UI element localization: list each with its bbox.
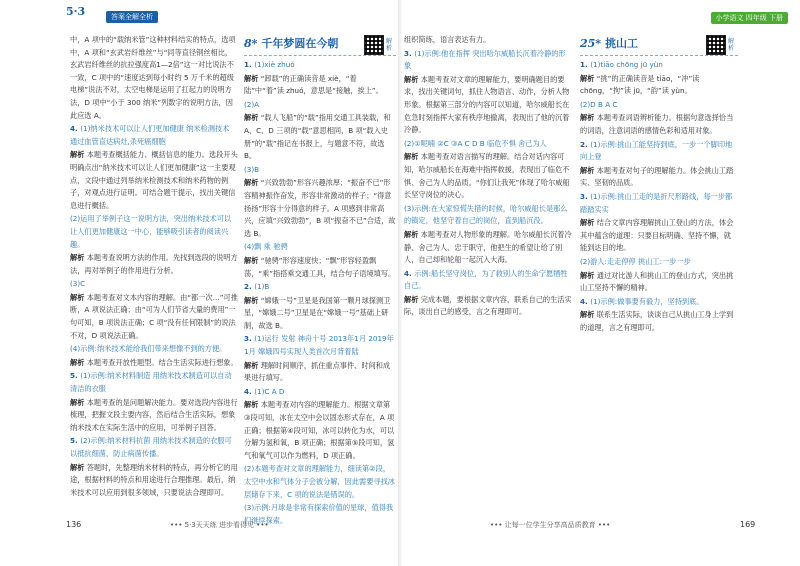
explanation-paragraph [70,149,238,212]
qr-code-icon[interactable] [364,35,384,55]
answer-text: (1)示例:挑山工走的是折尺形路线，每一步都踏踏实实 [580,191,733,214]
explanation-label: 解析 [70,397,85,407]
body-text: 本题考查的是问题解决能力。要对选段内容进行梳理，把握文段主要内容，然后结合生活实际，想象纳米技术在实际生活中的应用，可举例子回答。 [70,397,238,432]
answer-line [580,191,738,216]
body-text: 本题考查词语辨析能力。根据句意选择恰当的词语，注意词语的感情色彩和适用对象。 [580,113,734,135]
answer-text: (3)示例:月球是非常有探索价值的星球，值得我们继续探索。 [244,503,394,525]
header-left [66,6,186,30]
answer-text: (2)A [244,99,260,109]
answer-text: (2)本题考查对文章的理解能力，细读第②段，太空中水和气体分子会被分解，因此需要寻找冰层储存下来，C 项的说法是错误的。 [244,464,395,499]
answer-line [244,59,396,72]
answer-text: (4)飘 乘 驰骋 [244,242,288,252]
explanation-paragraph [580,112,738,137]
answer-line [244,241,396,254]
answer-text: (1)纳米技术可以让人们更加健康 纳米检测技术 通过血管直达病灶,杀死癌细胞 [70,124,230,146]
answer-text: (2)①呢喃 ②C ③A C D B 临危不惧 舍己为人 [404,138,547,148]
explanation-label: 解析 [244,360,259,370]
body-text: “兴致勃勃”形容兴趣浓厚；“振奋不已”形容精神振作奋发，形容非常激动的样子；“得意扬扬”形容十分得意的样子。A 项感到非常高兴，应填“兴致勃勃”，B 项“振奋不已”合适，故选 B。 [244,178,396,238]
explanation-paragraph [580,165,738,190]
body-text: 中，A 项中的“载纳米管”这种材料结实的特点，选项中，A 项和“玄武岩纤维丝”与“同等直径钢丝相比，玄武岩纤维丝的抗拉强度高1—2倍”这一对比说法不一致，C 项中的“速度达到每小时约 5 万千米的超级电梯”说法不对，太空电梯是运用了扛起力的说明方法，D 项中“小于 300 纳米”列数字的说明方法，因此应选 A。 [70,35,236,120]
answer-line [70,213,238,251]
answer-line [70,278,238,291]
body-text: 结合文章内容理解挑山工登山的方法，体会其中蕴含的道理：只要目标明确、坚持不懈，就能到达目的地。 [580,218,734,253]
explanation-paragraph [70,292,238,342]
explanation-paragraph [580,309,738,334]
body-text: 完成本题，要根据文章内容，联系自己的生活实际，谈出自己的感受，言之有理即可。 [404,294,572,317]
explanation-paragraph [244,399,396,462]
footer-slogan-right: ••• 让每一位学生分享高品质教育 ••• [490,521,611,529]
column-right-1 [404,34,572,512]
lesson-name: 挑山工 [605,37,639,51]
question-number: 4. [580,296,591,306]
body-text: “载人飞船”的“载”指用交通工具装载，和 A、C、D 三项的“载”意思相同，B 项“载入史册”的“载”指记在书报上，与题意不符，故选 B。 [244,113,391,161]
explanation-label: 解析 [580,270,595,280]
explanation-label: 解析 [404,152,419,162]
body-text: 通过对比游人和挑山工的登山方式，突出挑山工坚持不懈的精神。 [580,270,734,293]
question-number: 1. [244,60,255,69]
answer-line [70,123,238,148]
answer-line [70,435,238,460]
lesson-title-bar [580,34,738,56]
brand-logo: 5·3 [66,5,86,18]
explanation-label: 解析 [70,292,85,302]
answer-line [580,296,738,309]
explanation-label: 解析 [244,400,259,410]
explanation-paragraph [580,270,738,295]
answer-line [404,268,572,293]
body-text: 答题时，先整理纳米材料的特点，再分析它的用途，根据材料的特点和用途进行合理推理。最后，纳米技术可以应用到很多领域，只要说法合理即可。 [70,462,238,497]
lesson-name: 千年梦圆在今朝 [261,37,339,51]
body-text: “嫦娥一号”卫星是我国第一颗月球探测卫星，“嫦娥二号”卫星是在“嫦娥一号”基础上研制，故选 B。 [244,295,391,330]
explanation-paragraph [70,357,238,370]
explanation-paragraph [404,294,572,319]
explanation-paragraph [244,177,396,240]
page-number-right: 169 [740,520,756,529]
body-text: 本题考查说明方法的作用。先找到选段的说明方法，再对举例子的作用进行分析。 [70,253,238,275]
explanation-label: 解析 [404,294,419,304]
lesson-answers [244,59,396,527]
answer-line [70,370,238,395]
body-text: 理解时间顺序，抓住重点事件、时间和成果进行填写。 [244,360,391,383]
answer-text: (1)示例:纳米材料制造 用纳米技术制造可以自动清洁的衣服 [70,371,232,394]
explanation-label: 解析 [580,218,595,228]
explanation-paragraph [244,112,396,162]
explanation-label: 解析 [580,310,595,320]
body-text: 本题考查对文本内容的理解。由“都一次…”可推断，A 项说法正确；由“可为人们节省大量的费用”一句可知，B 项说法正确；C 项“没有任何限制”的说法不对，D 项说法正确。 [70,292,238,340]
explanation-label: 解析 [70,253,85,263]
answer-line [580,139,738,164]
body-text: 本题考查对内容的理解能力。根据文章第③段可知，冰在太空中会以固态形式存在，A 项正确；根据第④段可知，冰可以转化为水，可以分解为氢和氧，B 项正确；根据第⑤段可知，氢气和氧气可以作为燃料，D 项正确。 [244,400,395,460]
answer-text: (3)示例:在大家惊慌失措的时候，哈尔威船长是那么的镇定，他坚守着自己的岗位，直到船沉没。 [404,203,568,226]
explanation-paragraph [404,151,572,201]
column-right-2 [580,34,738,512]
spine-shadow [398,0,402,566]
explanation-paragraph [70,462,238,500]
answer-line [244,463,396,501]
explanation-label: 解析 [244,73,259,83]
body-text: 本题考查对文章的理解能力，要明确题目的要求，找出关键词句，抓住人物语言、动作，分析人物形象。根据第三部分的内容可以知道，哈尔威船长在危急时刻指挥大家有秩序地撤离，表现出了他的沉着冷静。 [404,74,570,135]
question-number: 4. [244,386,255,396]
question-number: 2. [244,282,255,292]
explanation-label: 解析 [70,357,85,367]
answer-text: (2)示例:纳米材料抗菌 用纳米技术制造的衣服可以抵抗细菌，防止病菌传播。 [70,436,232,458]
answer-text: (1)运行 发射 神舟十号 2013年1月 2019年1月 嫦娥四号实现人类首次月背着陆 [244,334,394,357]
body-text: “驰骋”形容速度快；“飘”形容轻盈飘荡，“乘”指搭乘交通工具，结合句子语境填写。 [244,255,396,278]
question-number: 4. [404,268,415,278]
explanation-label: 解析 [244,113,259,123]
answer-text: (1)示例:他在指挥 突出哈尔威船长沉着冷静的形象 [404,48,566,71]
body-text: 联系生活实际，谈谈自己从挑山工身上学到的道理，言之有理即可。 [580,310,734,332]
grade-label: 小学语文 四年级 下册 [711,12,788,24]
body-text: 本题考查概括能力、概括信息的能力。选段开头明确点出“纳米技术可以让人们更加健康”这一主要观点，文段中通过列举纳米检测技术和纳米药物的例子，对观点进行证明。可结合题干提示，找出关键信息进行概括。 [70,150,238,210]
explanation-paragraph [70,252,238,277]
explanation-label: 解析 [70,462,85,472]
answer-line [404,48,572,73]
answer-line [580,99,738,112]
explanation-paragraph [70,397,238,435]
lesson-number: 8* [244,37,258,51]
explanation-paragraph [244,255,396,280]
question-number: 3. [404,48,415,58]
explanation-paragraph [580,73,738,98]
answer-line [244,281,396,294]
question-number: 3. [580,191,591,201]
explanation-label: 解析 [244,178,259,188]
explanation-paragraph [244,360,396,385]
body-text: “卸载”的正确读音是 xiè，“着陆”中“着”读 zhuó，意思是“接触，挨上”。 [244,73,383,96]
qr-label: 解析 [728,37,735,52]
explanation-paragraph [244,73,396,98]
answer-text: (1)示例:做事要有毅力，坚持到底。 [590,296,704,306]
lesson-number: 25* [580,37,602,51]
body-text: 本题考查对人物形象的理解。哈尔威船长沉着冷静、舍己为人、忠于职守，他把生的希望让给了别人，自己却和轮船一起沉入大海。 [404,229,572,265]
explanation-label: 解析 [404,74,419,84]
answer-line [404,138,572,151]
answer-text: (4)示例:纳米技术能给我们带来想像不到的方便。 [70,344,227,354]
explanation-label: 解析 [244,255,259,265]
question-number: 5. [70,436,81,446]
answer-text: (2)运用了举例子这一说明方法，突出纳米技术可以让人们更加健康这一中心，能够吸引读者的阅读兴趣。 [70,214,232,249]
explanation-label: 解析 [404,229,419,239]
explanation-label: 解析 [70,150,85,160]
lesson-title-bar [244,34,396,56]
answer-text: (2)D B A C [580,99,618,109]
answer-line [580,59,738,72]
body-text: 组织简练，语言表达有力。 [404,35,491,44]
body-text: 本题考查对语言描写的理解。结合对话内容可知，哈尔威船长在海难中指挥救援，表现出了临危不惧、舍己为人的品质。“你们让我死”体现了哈尔威船长坚守岗位的决心。 [404,152,570,200]
answer-text: 示例:船长坚守岗位，为了救别人的生命宁愿牺牲自己。 [404,268,568,291]
qr-code-icon[interactable] [706,35,726,55]
answer-text: (1)B [254,282,270,292]
qr-label: 解析 [386,37,393,52]
body-text: “挑”的正确读音是 tiāo，“冲”读 chōng，“拘”读 jū，“韵”读 yùn。 [580,73,700,96]
answer-line [70,343,238,356]
answer-text: (1)示例:挑山工能坚持到底，一步一个脚印地向上登 [580,139,733,162]
explanation-label: 解析 [580,165,595,175]
explanation-paragraph [580,217,738,255]
answer-line [244,386,396,399]
answer-text: (1)xiè zhuó [254,60,295,69]
answer-text: (1)tiāo chōng jū yùn [590,60,663,69]
question-number: 5. [70,371,81,381]
column-left-1 [70,34,238,512]
explanation-label: 解析 [580,113,595,123]
body-text: 本题考查对句子的理解能力。体会挑山工踏实、坚韧的品质。 [580,165,734,188]
answer-text: (3)B [244,164,260,174]
lesson-answers [580,59,738,334]
column-left-2 [244,34,396,525]
question-number: 1. [580,60,591,69]
answer-line [580,256,738,269]
explanation-paragraph [244,295,396,333]
answer-text: (1)C A D [254,386,285,396]
explanation-label: 解析 [580,73,595,83]
answer-line [244,164,396,177]
question-number: 2. [580,139,591,149]
answer-text: (3)C [70,279,86,289]
footer-slogan-left: ••• 5·3天天练 进步看得见 ••• [170,521,269,529]
answer-line [244,333,396,358]
text-paragraph [70,34,238,122]
answer-line [404,203,572,228]
answer-line [244,99,396,112]
answer-text: (2)游人:走走停停 挑山工:一步一步 [580,256,691,266]
explanation-paragraph [404,74,572,137]
text-paragraph [404,34,572,47]
explanation-label: 解析 [244,295,259,305]
question-number: 3. [244,334,255,344]
page-number-left: 136 [66,520,82,529]
body-text: 本题考查开放性题型。结合生活实际进行想象。 [86,357,238,367]
question-number: 4. [70,124,81,134]
header-badge: 答案全解全析 [106,11,158,23]
explanation-paragraph [404,229,572,267]
